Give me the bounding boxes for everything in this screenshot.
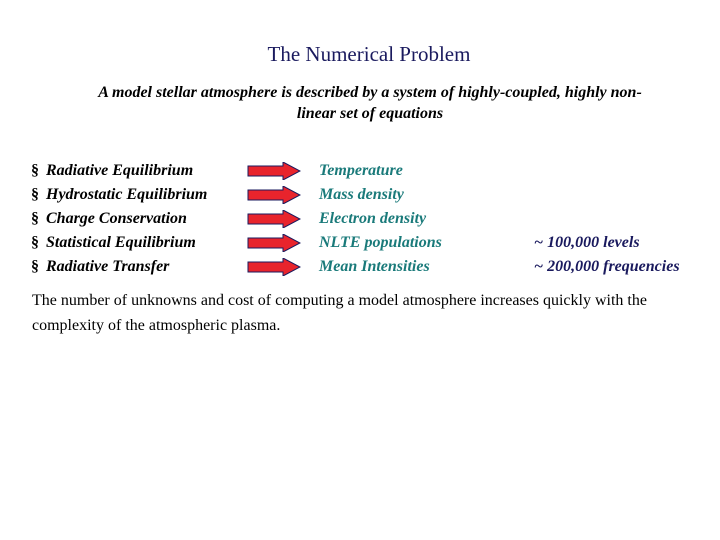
equation-row	[0, 231, 720, 255]
equation-row	[0, 207, 720, 231]
count-label: ~ 200,000 frequencies	[534, 258, 680, 275]
equation-item	[31, 255, 169, 279]
unknown-label: Temperature	[319, 162, 403, 179]
equation-row	[0, 183, 720, 207]
right-arrow-icon	[247, 258, 301, 276]
equation-item	[31, 183, 207, 207]
bullet-icon: §	[31, 258, 39, 275]
count-label: ~ 100,000 levels	[534, 234, 640, 251]
equation-item	[31, 231, 196, 255]
unknown-label: NLTE populations	[319, 234, 442, 251]
equation-label: Radiative Equilibrium	[46, 162, 194, 179]
equation-row	[0, 255, 720, 279]
unknown-label: Mean Intensities	[319, 258, 430, 275]
equation-label: Charge Conservation	[46, 210, 187, 227]
right-arrow-icon	[247, 186, 301, 204]
bullet-icon: §	[31, 210, 39, 227]
equation-label: Statistical Equilibrium	[46, 234, 196, 251]
equation-row	[0, 159, 720, 183]
slide-title: The Numerical Problem	[267, 42, 471, 66]
equation-label: Radiative Transfer	[46, 258, 170, 275]
right-arrow-icon	[247, 162, 301, 180]
right-arrow-icon	[247, 234, 301, 252]
unknown-label: Electron density	[319, 210, 427, 227]
equation-item	[31, 207, 187, 231]
equation-item	[31, 159, 193, 183]
unknown-label: Mass density	[319, 186, 404, 203]
slide-subtitle: A model stellar atmosphere is described by a system of highly-coupled, highly non-linear set of equations	[98, 84, 642, 122]
body-paragraph: The number of unknowns and cost of computing a model atmosphere increases quickly with the complexity of the atmospheric plasma.	[32, 292, 647, 334]
right-arrow-icon	[247, 210, 301, 228]
bullet-icon: §	[31, 186, 39, 203]
bullet-icon: §	[31, 234, 39, 251]
bullet-icon: §	[31, 162, 39, 179]
equation-label: Hydrostatic Equilibrium	[46, 186, 208, 203]
